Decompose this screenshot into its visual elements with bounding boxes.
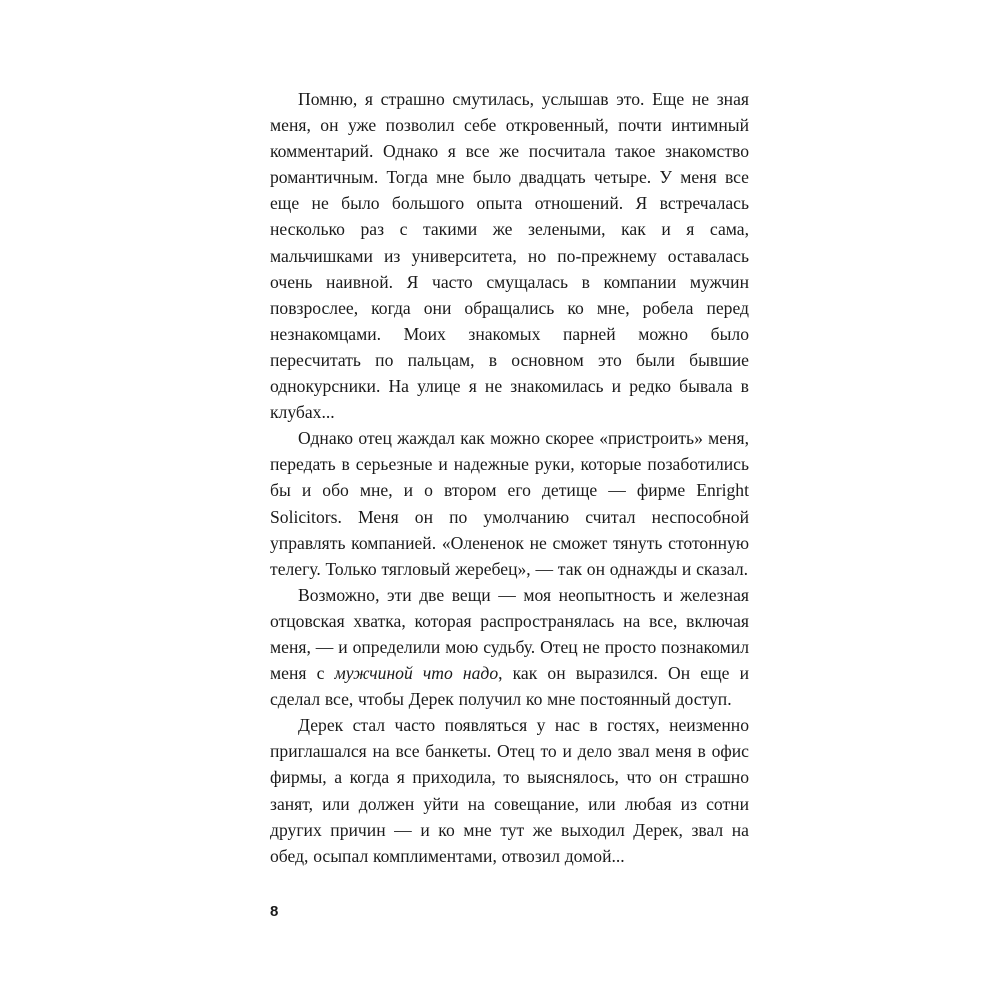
paragraph-3-emphasis: мужчиной что надо: [334, 663, 499, 684]
page-number: 8: [270, 903, 279, 920]
paragraph-3-segment-lead: Возможно, эти две вещи — моя неопытность и железная отцовская хватка, которая распространялась на все, включая меня, — и определили мою судьбу. Отец не просто познакомил меня с: [270, 584, 749, 684]
paragraph-3: [270, 582, 749, 712]
paragraph-3-segment-tail: , как он выразился. Он еще и сделал все, чтобы Дерек получил ко мне постоянный доступ.: [270, 663, 749, 710]
paragraph-1: Помню, я страшно смутилась, услышав это. Еще не зная меня, он уже позволил себе откровенный, почти интимный комментарий. Однако я все же посчитала такое знакомство романтичным. Тогда мне было двадцать четыре. У меня все еще не было большого опыта отношений. Я встречалась несколько раз с такими же зелеными, как и я сама, мальчишками из университета, но по-прежнему оставалась очень наивной. Я часто смущалась в компании мужчин повзрослее, когда они обращались ко мне, робела перед незнакомцами. Моих знакомых парней можно было пересчитать по пальцам, в основном это были бывшие однокурсники. На улице я не знакомилась и редко бывала в клубах...: [270, 89, 749, 423]
body-text-column: [270, 86, 749, 869]
paragraph-2: Однако отец жаждал как можно скорее «пристроить» меня, передать в серьезные и надежные руки, которые позаботились бы и обо мне, и о втором его детище — фирме Enright Solicitors. Меня он по умолчанию считал неспособной управлять компанией. «Олененок не сможет тянуть стотонную телегу. Только тягловый жеребец», — так он однажды и сказал.: [270, 428, 749, 579]
paragraph-4: Дерек стал часто появляться у нас в гостях, неизменно приглашался на все банкеты. Отец то и дело звал меня в офис фирмы, а когда я приходила, то выяснялось, что он страшно занят, или должен уйти на совещание, или любая из сотни других причин — и ко мне тут же выходил Дерек, звал на обед, осыпал комплиментами, отвозил домой...: [270, 715, 749, 866]
